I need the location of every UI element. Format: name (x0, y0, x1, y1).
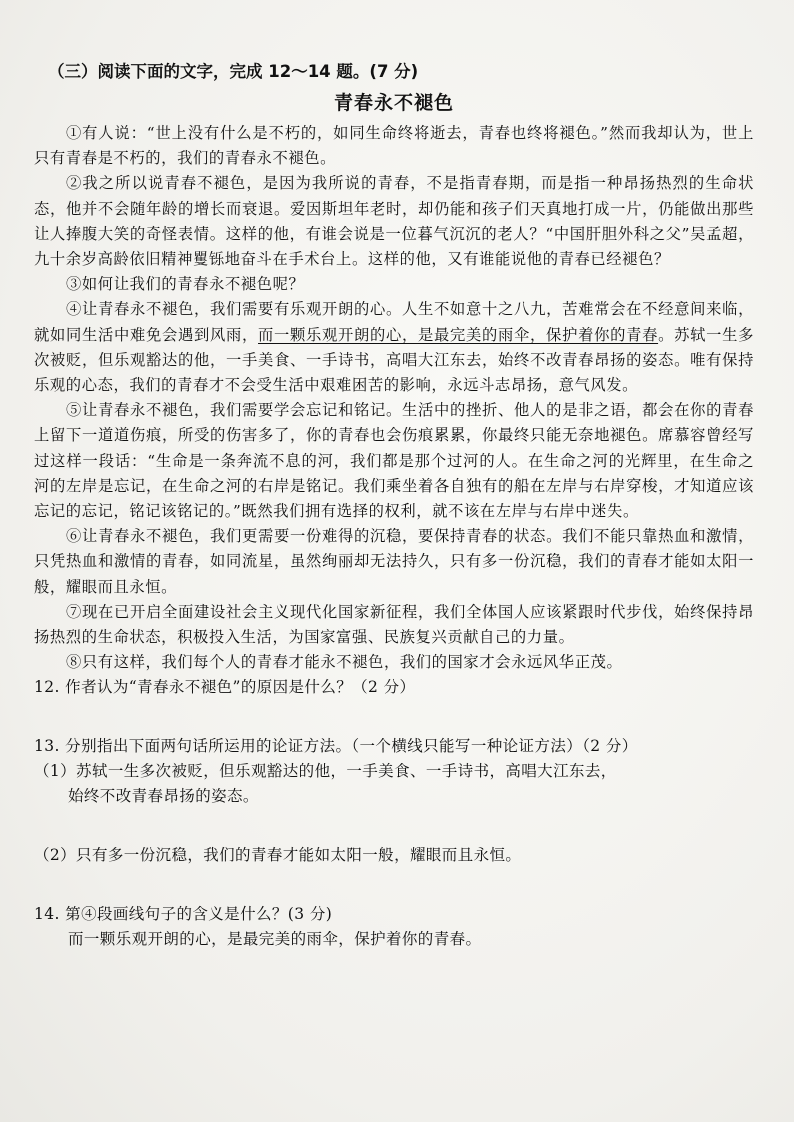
paragraph-4-rest: 。苏轼一生多次被贬，但乐观豁达的他，一手美食、一手诗书，高唱大江东去，始终不改青春昂扬的姿态。唯有保持乐观的心态，我们的青春才不会受生活中艰难困苦的影响，永远斗志昂扬，意气风发。 (34, 325, 754, 395)
question-13-item-1-cont: 始终不改青春昂扬的姿态。 (68, 787, 259, 806)
answer-space-14[interactable] (34, 952, 754, 974)
answer-space-13-1[interactable] (34, 809, 754, 843)
question-13-item-1: （1）苏轼一生多次被贬，但乐观豁达的他，一手美食、一手诗书，高唱大江东去， (34, 762, 617, 781)
reading-section (34, 58, 754, 974)
paragraph-4-lead: ④让青春永不褪色，我们需要有乐观开朗的心。人生不如意十之八九，苦难常会在不经意间来临，就如同生活中难免会遇到风雨， (34, 300, 754, 344)
answer-space-13-2[interactable] (34, 868, 754, 902)
paragraph-3: ③如何让我们的青春永不褪色呢？ (66, 275, 305, 294)
paragraph-8: ⑧只有这样，我们每个人的青春才能永不褪色，我们的国家才会永远风华正茂。 (66, 653, 623, 672)
question-13-stem: 13. 分别指出下面两句话所运用的论证方法。（一个横线只能写一种论证方法）（2 分） (34, 737, 638, 756)
answer-space-12[interactable] (34, 700, 754, 734)
paragraph-2: ②我之所以说青春不褪色，是因为我所说的青春，不是指青春期，而是指一种昂扬热烈的生命状态，他并不会随年龄的增长而衰退。爱因斯坦年老时，却仍能和孩子们天真地打成一片，仍能做出那些让人捧腹大笑的奇怪表情。这样的他，有谁会说是一位暮气沉沉的老人？“中国肝胆外科之父”吴孟超，九十余岁高龄依旧精神矍铄地奋斗在手术台上。这样的他，又有谁能说他的青春已经褪色？ (34, 174, 754, 269)
paragraph-7: ⑦现在已开启全面建设社会主义现代化国家新征程，我们全体国人应该紧跟时代步伐，始终保持昂扬热烈的生命状态，积极投入生活，为国家富强、民族复兴贡献自己的力量。 (34, 602, 754, 647)
paragraph-4 (34, 297, 754, 398)
paragraph-6: ⑥让青春永不褪色，我们更需要一份难得的沉稳，要保持青春的状态。我们不能只靠热血和激情，只凭热血和激情的青春，如同流星，虽然绚丽却无法持久，只有多一份沉稳，我们的青春才能如太阳一般，耀眼而且永恒。 (34, 527, 754, 596)
paragraph-5: ⑤让青春永不褪色，我们需要学会忘记和铭记。生活中的挫折、他人的是非之语，都会在你的青春上留下一道道伤痕，所受的伤害多了，你的青春也会伤痕累累，你最终只能无奈地褪色。席慕容曾经写过这样一段话：“生命是一条奔流不息的河，我们都是那个过河的人。在生命之河的光辉里，在生命之河的左岸是忘记，在生命之河的右岸是铭记。我们乘坐着各自独有的船在左岸与右岸穿梭，才知道应该忘记的忘记，铭记该铭记的。”既然我们拥有选择的权利，就不该在左岸与右岸中迷失。 (34, 401, 754, 521)
section-heading: （三）阅读下面的文字，完成 12～14 题。(7 分) (48, 62, 419, 81)
question-14-quote: 而一颗乐观开朗的心，是最完美的雨伞，保护着你的青春。 (68, 930, 482, 949)
question-13-item-2: （2）只有多一份沉稳，我们的青春才能如太阳一般，耀眼而且永恒。 (34, 846, 522, 865)
paragraph-1: ①有人说：“世上没有什么是不朽的，如同生命终将逝去，青春也终将褪色。”然而我却认为，世上只有青春是不朽的，我们的青春永不褪色。 (34, 124, 754, 168)
question-12: 12. 作者认为“青春永不褪色”的原因是什么？（2 分） (34, 678, 416, 697)
article-title: 青春永不褪色 (333, 92, 454, 114)
question-14-stem: 14. 第④段画线句子的含义是什么？(3 分) (34, 905, 333, 924)
underlined-sentence: 而一颗乐观开朗的心，是最完美的雨伞，保护着你的青春 (258, 325, 659, 344)
